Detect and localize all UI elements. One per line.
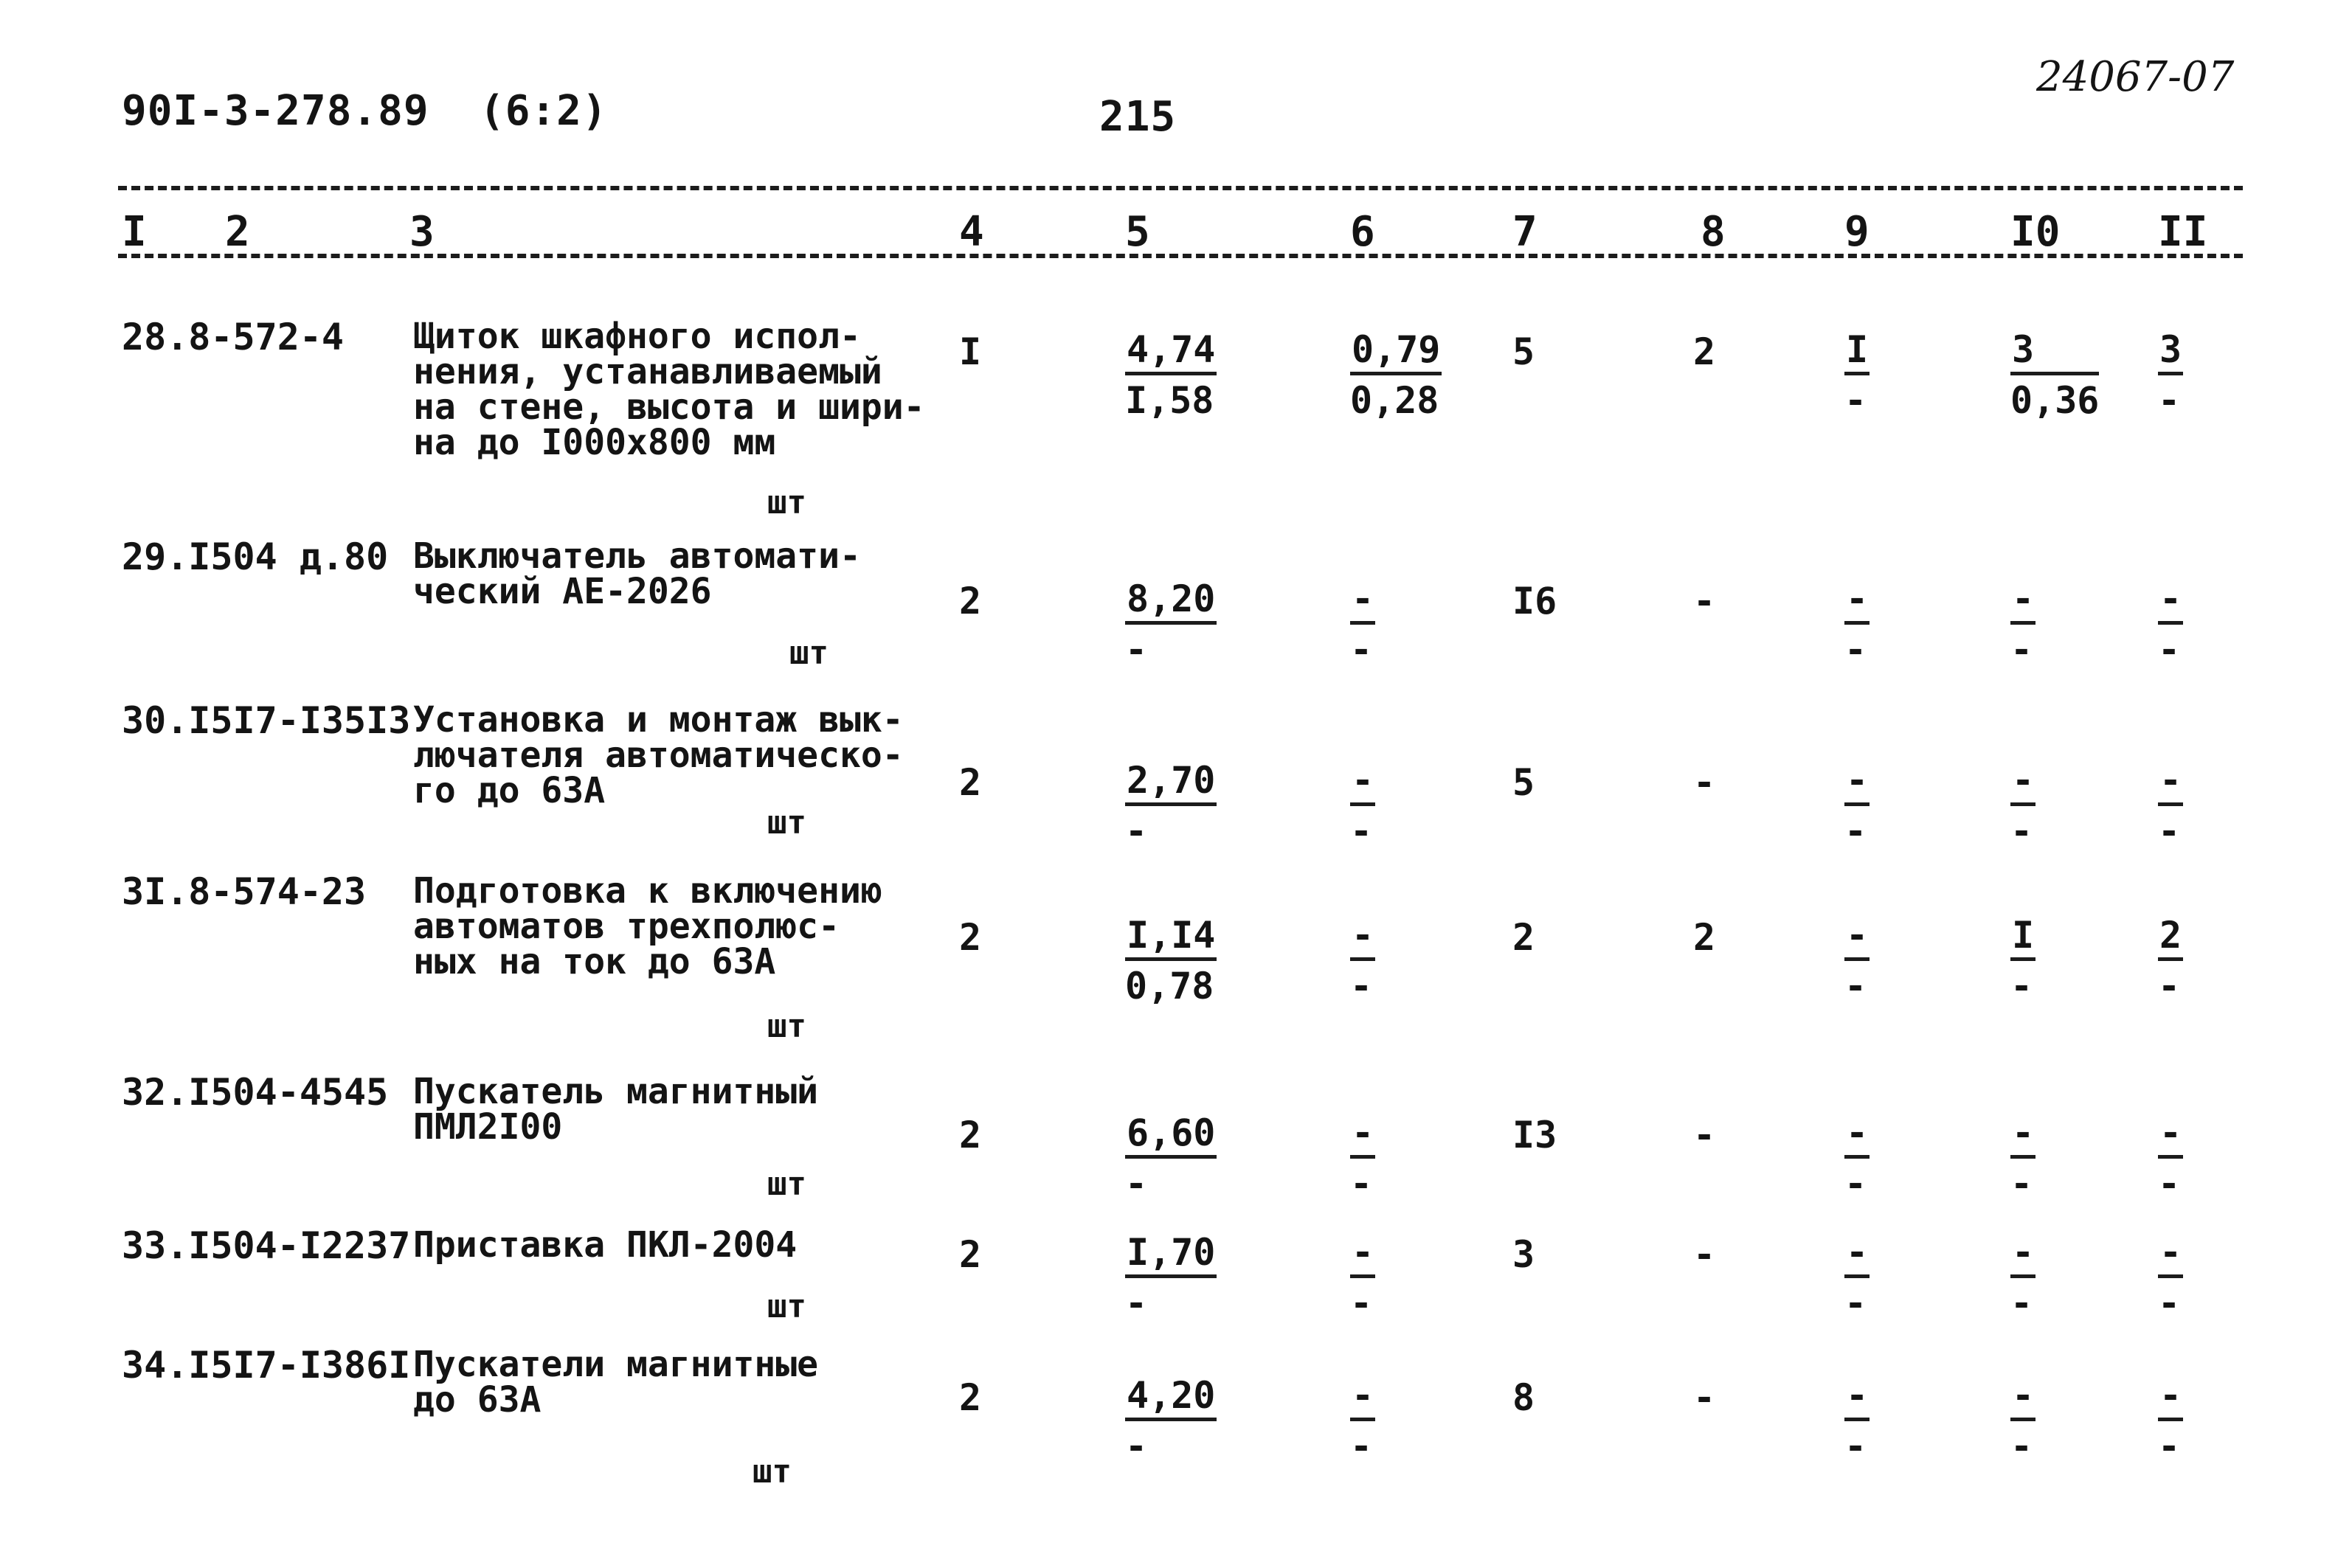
row-col11 [2158, 577, 2183, 671]
row-description: Приставка ПКЛ-2004 [413, 1224, 798, 1266]
row-col9-top: - [1844, 1233, 1870, 1278]
row-col7: 3 [1512, 1233, 1535, 1276]
row-col9 [1844, 759, 1870, 853]
row-col5 [1125, 1374, 1217, 1468]
row-col8: - [1693, 580, 1716, 622]
row-col6 [1350, 1111, 1375, 1205]
row-col9 [1844, 1374, 1870, 1468]
row-col5-top: 4,20 [1125, 1376, 1217, 1421]
row-col5-bottom: I,58 [1125, 379, 1214, 422]
row-col10 [2010, 916, 2035, 1005]
row-col9-bottom: - [1844, 628, 1867, 671]
row-col5-top: 8,20 [1125, 580, 1217, 625]
sheet-reference: (6:2) [480, 87, 608, 135]
row-col9-top: - [1844, 1114, 1870, 1159]
row-col6-top: 0,79 [1350, 330, 1442, 375]
row-quantity: 2 [959, 916, 982, 959]
row-col5-top: I,I4 [1125, 916, 1217, 961]
row-quantity: I [959, 330, 982, 373]
row-unit: шт [753, 1453, 792, 1491]
row-col10-bottom: - [2010, 1282, 2033, 1325]
row-col10-bottom: 0,36 [2010, 379, 2100, 422]
row-col6-top: - [1350, 1233, 1375, 1278]
row-col6 [1350, 330, 1442, 420]
column-number-6: 6 [1350, 208, 1375, 256]
row-col11-bottom: - [2158, 628, 2181, 671]
row-unit: шт [767, 1165, 806, 1203]
row-col9-top: - [1844, 580, 1870, 625]
row-col9-bottom: - [1844, 1162, 1867, 1205]
row-quantity: 2 [959, 1376, 982, 1419]
row-col8: - [1693, 761, 1716, 804]
row-col5-top: 4,74 [1125, 330, 1217, 375]
row-col11-top: - [2158, 1233, 2183, 1278]
row-unit: шт [767, 804, 806, 842]
row-col11-top: 2 [2158, 916, 2183, 961]
row-col11 [2158, 1374, 2183, 1468]
row-col9 [1844, 916, 1870, 1005]
row-code: 33.I504-I2237 [122, 1224, 411, 1267]
row-quantity: 2 [959, 1233, 982, 1276]
row-code: 34.I5I7-I386I [122, 1344, 411, 1387]
row-col11-top: - [2158, 1114, 2183, 1159]
row-col9 [1844, 1111, 1870, 1205]
header-top-rule [118, 186, 2243, 190]
row-col6 [1350, 577, 1375, 671]
row-col8: 2 [1693, 330, 1716, 373]
row-col7: I3 [1512, 1114, 1557, 1156]
row-col10-top: - [2010, 1376, 2035, 1421]
row-col11 [2158, 916, 2183, 1005]
row-col10 [2010, 1111, 2035, 1205]
document-code: 90I-3-278.89 [122, 87, 429, 135]
column-number-10: I0 [2010, 208, 2061, 256]
row-col10 [2010, 1374, 2035, 1468]
row-col10-top: - [2010, 1233, 2035, 1278]
row-col6-bottom: - [1350, 628, 1373, 671]
row-unit: шт [789, 634, 829, 672]
row-col11-bottom: - [2158, 379, 2181, 422]
row-col5 [1125, 759, 1217, 853]
row-col9-bottom: - [1844, 1282, 1867, 1325]
row-col6-bottom: - [1350, 965, 1373, 1007]
row-col10 [2010, 577, 2035, 671]
row-col11-bottom: - [2158, 965, 2181, 1007]
row-col10-bottom: - [2010, 628, 2033, 671]
row-col6-bottom: - [1350, 1425, 1373, 1468]
row-col11-top: 3 [2158, 330, 2183, 375]
row-col9-top: I [1844, 330, 1870, 375]
row-col6-bottom: 0,28 [1350, 379, 1439, 422]
row-unit: шт [767, 1007, 806, 1045]
row-col6-bottom: - [1350, 1162, 1373, 1205]
row-code: 28.8-572-4 [122, 316, 345, 358]
row-code: 29.I504 д.80 [122, 535, 389, 578]
row-col9-top: - [1844, 916, 1870, 961]
row-description: Выключатель автомати- ческий АЕ-2026 [413, 535, 861, 612]
row-col11-bottom: - [2158, 1425, 2181, 1468]
column-number-2: 2 [225, 208, 250, 256]
row-col7: 5 [1512, 761, 1535, 804]
row-col5-bottom: - [1125, 1425, 1148, 1468]
row-col5-top: I,70 [1125, 1233, 1217, 1278]
row-description: Подготовка к включению автоматов трехполюс- ных на ток до 63А [413, 870, 882, 982]
row-unit: шт [767, 1288, 806, 1325]
row-col9-bottom: - [1844, 965, 1867, 1007]
row-col5 [1125, 1231, 1217, 1325]
row-quantity: 2 [959, 1114, 982, 1156]
row-col5-bottom: - [1125, 1282, 1148, 1325]
handwritten-code: 24067-07 [2036, 53, 2235, 101]
row-code: 30.I5I7-I35I3 [122, 699, 411, 742]
row-col9-top: - [1844, 761, 1870, 806]
row-code: 3I.8-574-23 [122, 870, 367, 913]
row-col9 [1844, 577, 1870, 671]
row-col9-bottom: - [1844, 1425, 1867, 1468]
column-number-4: 4 [959, 208, 984, 256]
row-col11-top: - [2158, 580, 2183, 625]
row-col6 [1350, 916, 1375, 1005]
row-col6 [1350, 1231, 1375, 1325]
row-col10-bottom: - [2010, 965, 2033, 1007]
row-code: 32.I504-4545 [122, 1071, 389, 1114]
row-col9-bottom: - [1844, 810, 1867, 853]
row-col10-top: - [2010, 1114, 2035, 1159]
column-number-8: 8 [1701, 208, 1726, 256]
row-col5-bottom: - [1125, 628, 1148, 671]
column-number-11: II [2158, 208, 2208, 256]
row-col5 [1125, 1111, 1217, 1205]
row-col6-bottom: - [1350, 810, 1373, 853]
row-col9 [1844, 1231, 1870, 1325]
column-number-3: 3 [409, 208, 435, 256]
row-col5-top: 6,60 [1125, 1114, 1217, 1159]
header-bottom-rule [118, 254, 2243, 258]
row-col5-bottom: - [1125, 1162, 1148, 1205]
row-col9-bottom: - [1844, 379, 1867, 422]
row-col11 [2158, 1231, 2183, 1325]
row-col6-top: - [1350, 916, 1375, 961]
row-col6 [1350, 1374, 1375, 1468]
row-col6-top: - [1350, 1376, 1375, 1421]
row-col10-bottom: - [2010, 1162, 2033, 1205]
row-description: Щиток шкафного испол- нения, устанавливаемый на стене, высота и шири- на до I000х800 мм [413, 316, 925, 463]
row-description: Пускатель магнитный ПМЛ2I00 [413, 1071, 819, 1148]
row-col7: I6 [1512, 580, 1557, 622]
row-col6-top: - [1350, 1114, 1375, 1159]
row-description: Пускатели магнитные до 63А [413, 1344, 819, 1420]
row-col5-bottom: 0,78 [1125, 965, 1214, 1007]
row-col10-bottom: - [2010, 1425, 2033, 1468]
row-col8: - [1693, 1114, 1716, 1156]
row-col10 [2010, 759, 2035, 853]
row-col11 [2158, 1111, 2183, 1205]
row-col10 [2010, 330, 2099, 420]
row-col9 [1844, 330, 1870, 420]
row-col11-top: - [2158, 761, 2183, 806]
row-col10-bottom: - [2010, 810, 2033, 853]
row-col11-bottom: - [2158, 1282, 2181, 1325]
column-number-7: 7 [1512, 208, 1538, 256]
row-col10-top: I [2010, 916, 2035, 961]
row-col6-bottom: - [1350, 1282, 1373, 1325]
row-col9-top: - [1844, 1376, 1870, 1421]
row-col11-bottom: - [2158, 810, 2181, 853]
row-unit: шт [767, 484, 806, 521]
row-col6 [1350, 759, 1375, 853]
row-quantity: 2 [959, 761, 982, 804]
row-col10-top: - [2010, 580, 2035, 625]
row-col5-top: 2,70 [1125, 761, 1217, 806]
page-number: 215 [1099, 93, 1177, 141]
column-number-1: I [122, 208, 147, 256]
row-col7: 5 [1512, 330, 1535, 373]
row-col10-top: - [2010, 761, 2035, 806]
row-col6-top: - [1350, 761, 1375, 806]
row-col5 [1125, 916, 1217, 1005]
row-col6-top: - [1350, 580, 1375, 625]
row-col11-bottom: - [2158, 1162, 2181, 1205]
row-col7: 2 [1512, 916, 1535, 959]
row-col5 [1125, 330, 1217, 420]
row-col8: - [1693, 1376, 1716, 1419]
row-col7: 8 [1512, 1376, 1535, 1419]
column-number-5: 5 [1125, 208, 1150, 256]
column-number-9: 9 [1844, 208, 1870, 256]
row-col5 [1125, 577, 1217, 671]
row-col11-top: - [2158, 1376, 2183, 1421]
row-quantity: 2 [959, 580, 982, 622]
row-col10 [2010, 1231, 2035, 1325]
row-col11 [2158, 759, 2183, 853]
row-col10-top: 3 [2010, 330, 2099, 375]
row-col8: 2 [1693, 916, 1716, 959]
row-description: Установка и монтаж вык- лючателя автоматическо- го до 63А [413, 699, 904, 811]
row-col8: - [1693, 1233, 1716, 1276]
row-col5-bottom: - [1125, 810, 1148, 853]
row-col11 [2158, 330, 2183, 420]
